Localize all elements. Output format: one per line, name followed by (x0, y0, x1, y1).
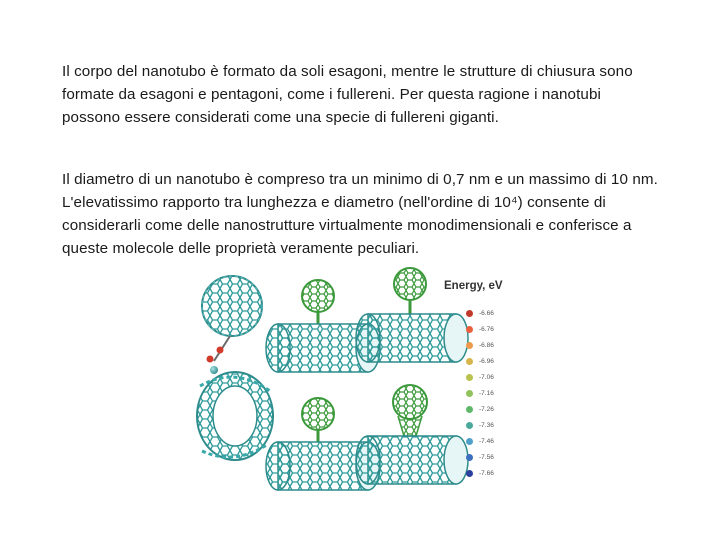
legend-value: -7.56 (479, 453, 494, 461)
legend-item (466, 340, 494, 350)
legend-title: Energy, eV (444, 280, 503, 292)
legend-dot (466, 422, 473, 429)
legend-item (466, 372, 494, 382)
left-nanotube-open (197, 372, 273, 460)
legend-value: -7.06 (479, 373, 494, 381)
legend-dot (466, 374, 473, 381)
legend-dot (466, 438, 473, 445)
legend-item (466, 356, 494, 366)
legend-item (466, 420, 494, 430)
legend-item (466, 452, 494, 462)
legend-value: -7.46 (479, 437, 494, 445)
legend-dot (466, 390, 473, 397)
legend-dot (466, 310, 473, 317)
legend-item (466, 436, 494, 446)
legend-item (466, 404, 494, 414)
legend-value: -6.66 (479, 309, 494, 317)
legend-item (466, 324, 494, 334)
left-fullerene (202, 276, 262, 336)
paragraph-nanotube-diameter: Il diametro di un nanotubo è compreso tra un minimo di 0,7 nm e un massimo di 10 nm. L'elevatissimo rapporto tra lunghezza e diametro (nell'ordine di 10⁴) consente di considerarli come delle nanostrutture virtualmente monodimensionali e conferisce a queste molecole delle proprietà veramente peculiari. (62, 171, 658, 257)
legend-value: -7.16 (479, 389, 494, 397)
energy-legend (440, 280, 530, 490)
paragraph-fullerene-structure: Il corpo del nanotubo è formato da soli esagoni, mentre le strutture di chiusura sono formate da esagoni e pentagoni, come i fullereni. Per questa ragione i nanotubi possono essere considerati come una specie di fullereni giganti. (62, 63, 633, 126)
legend-value: -6.96 (479, 357, 494, 365)
legend-value: -7.66 (479, 469, 494, 477)
legend-dot (466, 326, 473, 333)
legend-item (466, 468, 494, 478)
legend-value: -6.86 (479, 341, 494, 349)
legend-dot (466, 470, 473, 477)
legend-value: -7.26 (479, 405, 494, 413)
legend-item (466, 308, 494, 318)
legend-dot (466, 358, 473, 365)
legend-value: -6.76 (479, 325, 494, 333)
legend-value: -7.36 (479, 421, 494, 429)
legend-dot (466, 342, 473, 349)
legend-dot (466, 406, 473, 413)
legend-dot (466, 454, 473, 461)
linker-chain (207, 336, 231, 374)
legend-item (466, 388, 494, 398)
